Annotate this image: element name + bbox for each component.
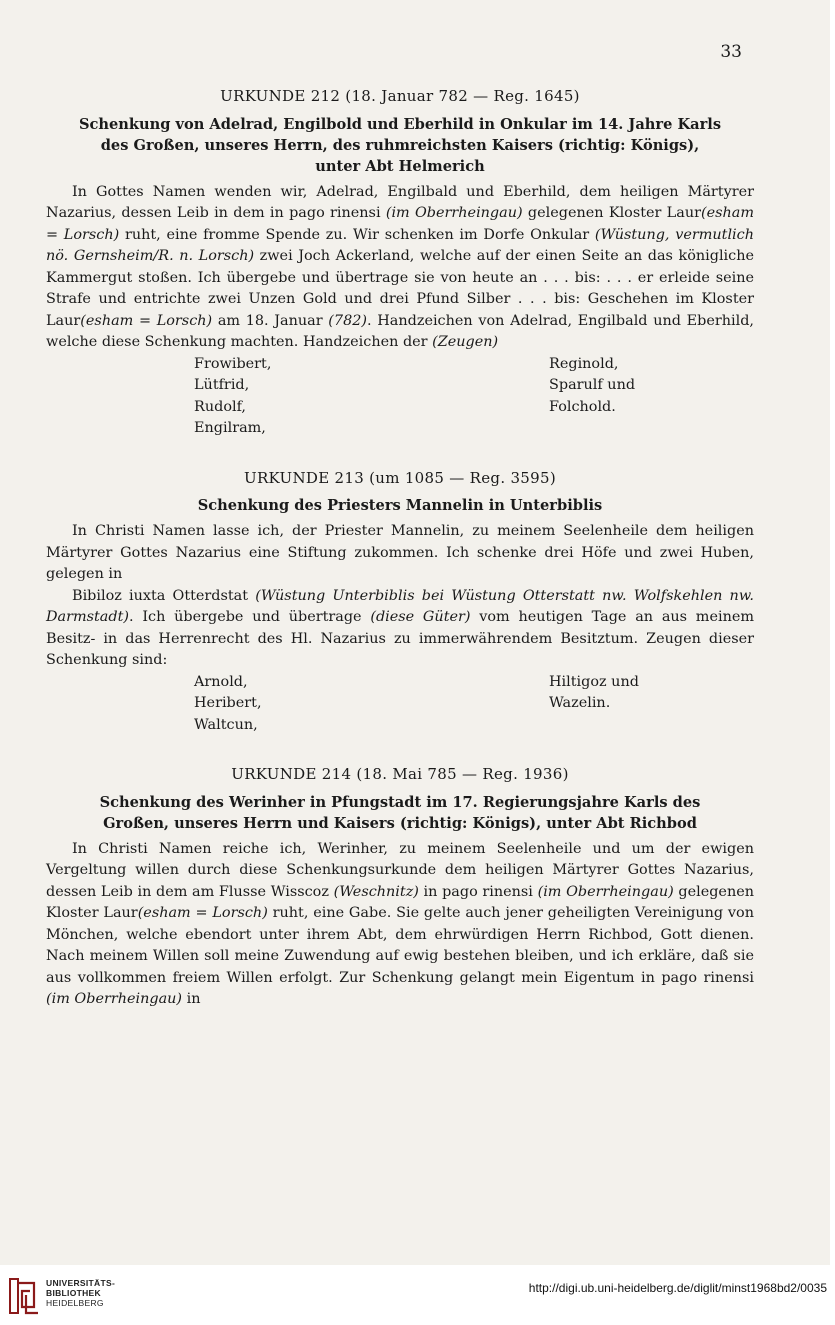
italic-note: (esham = Lorsch) — [137, 905, 268, 921]
witness-name: Arnold, — [194, 673, 248, 690]
witness-list — [194, 354, 754, 440]
charter-body — [46, 521, 754, 586]
italic-note: (Wüstung Unterbiblis bei Wüstung Otterstatt nw. Wolfskehlen nw. Darmstadt) — [46, 587, 754, 625]
text-run: in — [182, 991, 201, 1007]
witness-name: Heribert, — [194, 695, 262, 711]
library-name-line: BIBLIOTHEK — [46, 1288, 101, 1298]
witness-list — [194, 672, 754, 737]
witness-name: Frowibert, — [194, 355, 272, 372]
text-run: . Ich übergebe und übertrage — [129, 609, 371, 625]
witness-name: Wazelin. — [549, 695, 611, 711]
witness-name: Rudolf, — [194, 398, 246, 415]
italic-note: (im Oberrheingau) — [537, 883, 674, 900]
text-run: gelegenen Kloster Laur — [46, 883, 755, 921]
text-run: . Handzeichen von Adelrad, Engilbald und Eberhild, welche diese Schenkung machten. Handzeichen der — [46, 312, 754, 350]
library-name-line: HEIDELBERG — [46, 1298, 104, 1308]
italic-note: (Zeugen) — [432, 334, 499, 350]
text-run: vom heutigen Tage an aus meinem Besitz- in das Herrenrecht des Hl. Nazarius zu immerwährendem Besitztum. Zeugen dieser Schenkung sind: — [46, 609, 755, 668]
italic-note: (esham = Lorsch) — [46, 205, 754, 243]
charter-title: Schenkung des Priesters Mannelin in Unterbiblis — [197, 497, 603, 514]
charter-heading: URKUNDE 213 (um 1085 — Reg. 3595) — [244, 468, 556, 487]
charter-heading: URKUNDE 212 (18. Januar 782 — Reg. 1645) — [220, 87, 580, 105]
page-number: 33 — [720, 42, 742, 62]
text-run: ruht, eine fromme Spende zu. Wir schenken im Dorfe Onkular — [119, 226, 595, 243]
charter-body — [46, 839, 754, 1011]
library-name-line: UNIVERSITÄTS- — [46, 1278, 116, 1288]
text-run: zwei Joch Ackerland, welche auf der einen Seite an das königliche Kammergut stoßen. Ich übergebe und übertrage sie von heute an . . . bis: . . . er erleide seine Strafe und entrichte zwei Unzen Gold und drei Pfund Silber . . . bis: Geschehen im Kloster Laur — [46, 248, 754, 329]
charter-body — [46, 182, 754, 354]
witness-name: Sparulf und — [549, 377, 636, 393]
charter-heading: URKUNDE 214 (18. Mai 785 — Reg. 1936) — [231, 765, 569, 783]
witness-name: Hiltigoz und — [549, 673, 639, 690]
library-name — [46, 1278, 115, 1308]
witness-name: Engilram, — [194, 420, 266, 436]
witness-name: Reginold, — [549, 355, 619, 372]
italic-note: (Weschnitz) — [333, 883, 419, 900]
italic-note: (im Oberrheingau) — [385, 205, 523, 221]
witness-name: Waltcun, — [194, 716, 258, 733]
viewer-footer — [0, 1265, 835, 1325]
text-run: ruht, eine Gabe. Sie gelte auch jener geheiligten Vereinigung von Mönchen, welche ebendort unter ihrem Abt, dem ehrwürdigen Herrn Richbod, Gott dienen. Nach meinem Willen soll meine Zuwendung auf ewig bestehen bleiben, und ich erkläre, daß sie aus vollkommen freiem Willen erfolgt. Zur Schenkung gelangt mein Eigentum in pago rinensi — [46, 905, 754, 986]
text-run: in pago rinensi — [418, 883, 538, 900]
text-run: Bibiloz iuxta Otterdstat — [72, 587, 256, 604]
italic-note: (782) — [328, 312, 367, 329]
page-content — [46, 86, 754, 1011]
italic-note: (im Oberrheingau) — [46, 991, 183, 1007]
text-run: am 18. Januar — [212, 312, 329, 329]
witness-name: Lütfrid, — [194, 377, 250, 393]
witness-name: Folchold. — [549, 398, 616, 415]
italic-note: (diese Güter) — [370, 609, 471, 625]
permalink-url[interactable]: http://digi.ub.uni-heidelberg.de/diglit/minst1968bd2/0035 — [528, 1281, 827, 1295]
italic-note: (esham = Lorsch) — [80, 312, 213, 329]
italic-note: (Wüstung, vermutlich nö. Gernsheim/R. n. Lorsch) — [46, 226, 754, 264]
charter-title: Schenkung des Werinher in Pfungstadt im 17. Regierungsjahre Karls des Großen, unseres Herrn und Kaisers (richtig: Königs), unter Abt Richbod — [99, 793, 701, 832]
text-run: In Gottes Namen wenden wir, Adelrad, Engilbald und Eberhild, dem heiligen Märtyrer Nazarius, dessen Leib in dem in pago rinensi — [46, 183, 754, 221]
charter-title: Schenkung von Adelrad, Engilbold und Eberhild in Onkular im 14. Jahre Karls des Großen, unseres Herrn, des ruhmreichsten Kaisers (richtig: Königs), unter Abt Helmerich — [78, 115, 722, 175]
charter-body — [46, 586, 754, 672]
text-run: In Christi Namen reiche ich, Werinher, zu meinem Seelenheile und um der ewigen Vergeltung willen durch diese Schenkungsurkunde dem heiligen Märtyrer Gottes Nazarius, dessen Leib in dem am Flusse Wisscoz — [46, 840, 754, 900]
text-run: gelegenen Kloster Laur — [522, 205, 701, 221]
library-logo-icon[interactable] — [8, 1277, 40, 1315]
text-run: In Christi Namen lasse ich, der Priester Mannelin, zu meinem Seelenheile dem heiligen Märtyrer Gottes Nazarius eine Stiftung zukommen. Ich schenke drei Höfe und zwei Huben, gelegen in — [46, 523, 754, 582]
